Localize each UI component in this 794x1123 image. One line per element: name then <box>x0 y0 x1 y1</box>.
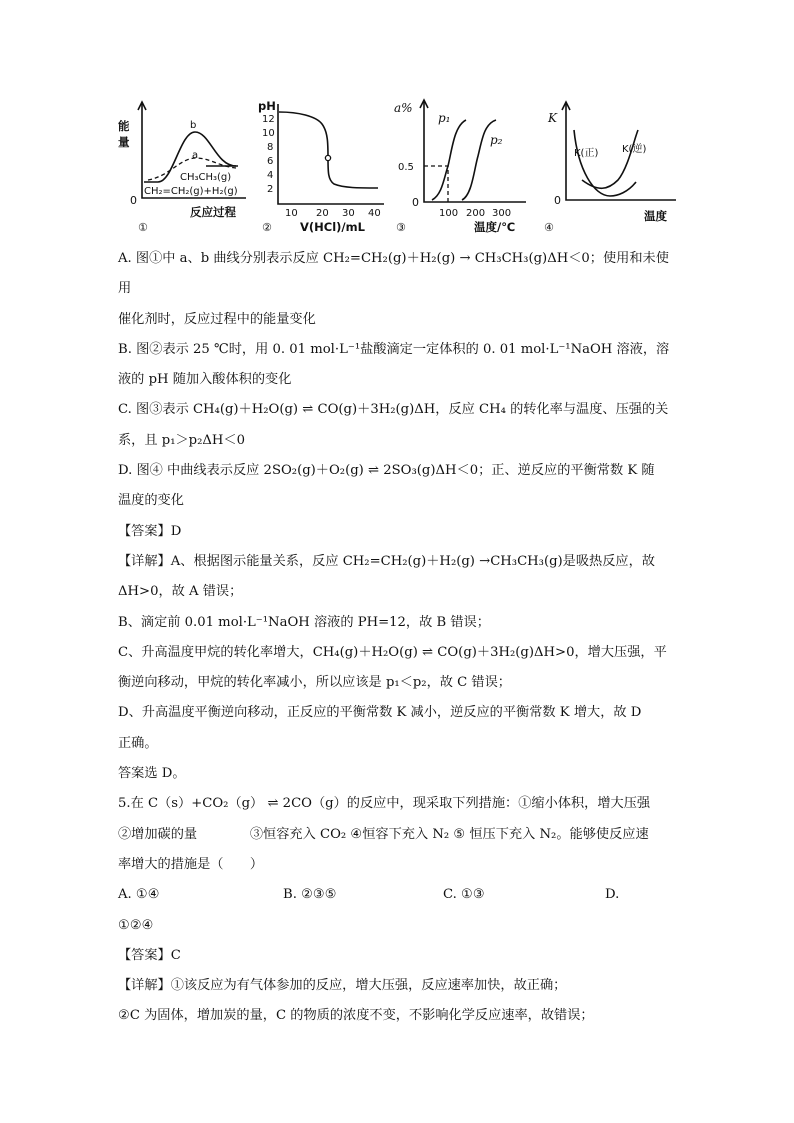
text-line: 系，且 p₁＞p₂ΔH＜0 <box>118 432 246 448</box>
f3-xtick: 300 <box>492 208 512 219</box>
f4-origin: 0 <box>554 194 561 207</box>
text-line: 【详解】A、根据图示能量关系，反应 CH₂=CH₂(g)＋H₂(g) →CH₃CH₃(g)是吸热反应，故 <box>118 553 655 569</box>
f2-xtick: 30 <box>342 208 355 219</box>
text-line: 正确。 <box>118 735 158 751</box>
f2-ytick: 6 <box>267 156 274 167</box>
f1-origin: 0 <box>130 194 137 207</box>
f2-number: ② <box>262 221 272 234</box>
f1-ylabel-2: 量 <box>118 135 130 149</box>
text-line: D. 图④ 中曲线表示反应 2SO₂(g)＋O₂(g) ⇌ 2SO₃(g)ΔH＜0；正、逆反应的平衡常数 K 随 <box>118 463 655 479</box>
option-d: D. <box>605 887 620 903</box>
text-line: C. 图③表示 CH₄(g)＋H₂O(g) ⇌ CO(g)＋3H₂(g)ΔH，反应 CH₄ 的转化率与温度、压强的关 <box>118 402 669 418</box>
f2-xlabel: V(HCl)/mL <box>300 220 365 234</box>
f2-ytick: 2 <box>267 184 274 195</box>
f2-ylabel: pH <box>258 99 276 113</box>
f1-reactant: CH₂=CH₂(g)+H₂(g) <box>144 186 238 197</box>
text-line: 答案选 D。 <box>118 766 186 782</box>
figure-row <box>118 100 688 240</box>
text-line: ②C 为固体，增加炭的量，C 的物质的浓度不变，不影响化学反应速率，故错误； <box>118 1008 594 1024</box>
f2-xtick: 10 <box>285 208 298 219</box>
f1-ylabel-1: 能 <box>118 119 130 133</box>
f2-xtick: 20 <box>316 208 329 219</box>
f1-xlabel: 反应过程 <box>190 205 236 219</box>
text-line: 催化剂时，反应过程中的能量变化 <box>118 311 316 327</box>
document-body <box>118 244 680 1032</box>
figure-1-energy <box>118 100 253 234</box>
f3-xtick: 100 <box>439 208 459 219</box>
f1-number: ① <box>138 221 148 234</box>
text-line: B、滴定前 0.01 mol·L⁻¹NaOH 溶液的 PH=12，故 B 错误； <box>118 614 490 630</box>
options-row <box>118 880 680 910</box>
answer-label: 【答案】C <box>118 947 181 963</box>
f3-ylabel: a% <box>394 101 413 115</box>
text-line: B. 图②表示 25 ℃时，用 0. 01 mol·L⁻¹盐酸滴定一定体积的 0. 01 mol·L⁻¹NaOH 溶液，溶 <box>118 341 670 357</box>
f2-ytick: 12 <box>262 114 275 125</box>
f3-xtick: 200 <box>466 208 486 219</box>
f3-origin: 0 <box>412 196 419 209</box>
question-text: 率增大的措施是（ ） <box>118 856 264 872</box>
option-d-value: ①②④ <box>118 917 154 933</box>
f2-ytick: 4 <box>267 170 274 181</box>
f4-k-reverse: K(逆) <box>622 144 647 155</box>
answer-label: 【答案】D <box>118 523 182 539</box>
f4-xlabel: 温度 <box>644 209 667 223</box>
figure-4-equilibrium-constant <box>538 100 688 234</box>
f3-p2: p₂ <box>490 133 503 147</box>
option-a: A. ①④ <box>118 887 160 903</box>
text-line: A. 图①中 a、b 曲线分别表示反应 CH₂=CH₂(g)＋H₂(g) → CH₃CH₃(g)ΔH＜0；使用和未使用 <box>118 251 669 297</box>
f2-xtick: 40 <box>368 208 381 219</box>
question-text: ②增加碳的量 ③恒容充入 CO₂ ④恒容下充入 N₂ ⑤ 恒压下充入 N₂。能够使反应速 <box>118 826 649 842</box>
f1-curve-b: b <box>190 120 197 131</box>
f3-ytick: 0.5 <box>398 162 414 173</box>
text-line: D、升高温度平衡逆向移动，正反应的平衡常数 K 减小，逆反应的平衡常数 K 增大，故 D <box>118 705 642 721</box>
text-line: 温度的变化 <box>118 493 184 509</box>
f4-ylabel: K <box>548 111 557 125</box>
f3-p1: p₁ <box>438 111 451 125</box>
f3-number: ③ <box>396 221 406 234</box>
text-line: 衡逆向移动，甲烷的转化率减小，所以应该是 p₁＜p₂，故 C 错误； <box>118 675 511 691</box>
f1-curve-a: a <box>192 150 199 161</box>
f2-ytick: 10 <box>262 128 275 139</box>
text-line: 【详解】①该反应为有气体参加的反应，增大压强，反应速率加快，故正确； <box>118 978 567 994</box>
text-line: ΔH>0，故 A 错误； <box>118 584 243 600</box>
f4-k-forward: K(正) <box>574 148 599 159</box>
figure-2-titration <box>258 99 388 234</box>
text-line: C、升高温度甲烷的转化率增大，CH₄(g)＋H₂O(g) ⇌ CO(g)＋3H₂(g)ΔH>0，增大压强，平 <box>118 644 667 660</box>
text-line: 液的 pH 随加入酸体积的变化 <box>118 372 292 388</box>
question-text: 5.在 C（s）+CO₂（g） ⇌ 2CO（g）的反应中，现采取下列措施：①缩小体积，增大压强 <box>118 796 651 812</box>
f4-number: ④ <box>544 221 554 234</box>
f2-ytick: 8 <box>267 142 274 153</box>
figure-3-conversion <box>390 100 530 234</box>
f3-xlabel: 温度/℃ <box>474 220 516 234</box>
option-b: B. ②③⑤ <box>283 887 337 903</box>
f1-product: CH₃CH₃(g) <box>180 172 232 183</box>
option-c: C. ①③ <box>443 887 485 903</box>
